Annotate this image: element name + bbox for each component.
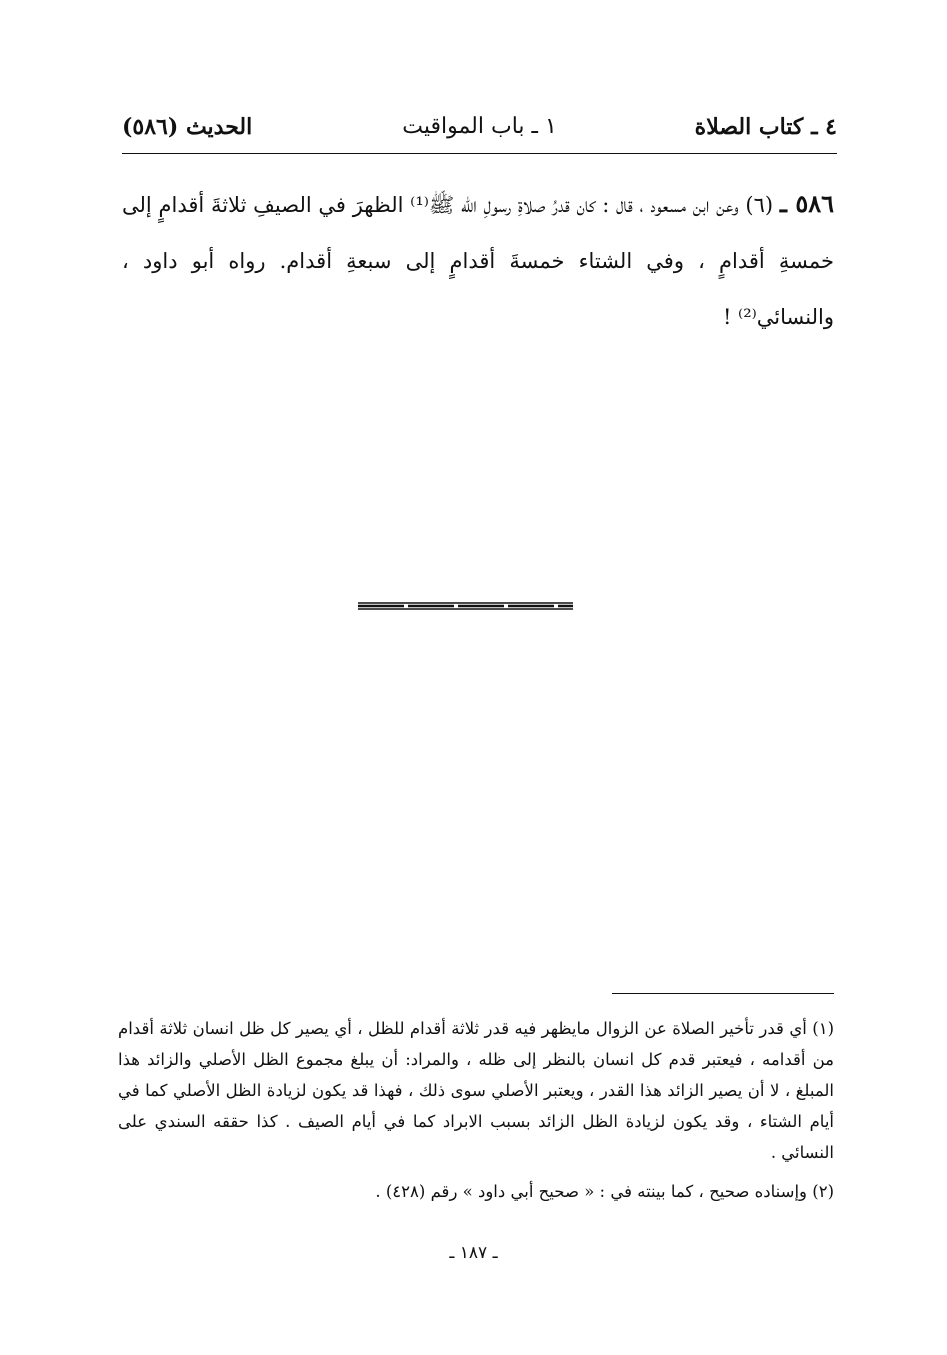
footnote-1: (١) أي قدر تأخير الصلاة عن الزوال مايظهر فيه قدر ثلاثة أقدام للظل ، أي يصير كل ظل انسان ثلاثة أقدام من أقدامه ، فيعتبر قدم كل انسان بالنظر إلى ظله ، والمراد: أن يبلغ مجموع الظل الأصلي والزائد هذا المبلغ ، لا أن يصير الزائد هذا القدر ، ويعتبر الأصلي سوى ذلك ، فهذا قد يكون لزيادة الظل الأصلي كما في أيام الشتاء ، وقد يكون لزيادة الظل الزائد بسبب الابراد كما في أيام الصيف . كذا حققه السندي على النسائي . xyxy=(118,1019,834,1162)
footnote-rule xyxy=(612,993,834,994)
hadith-paragraph xyxy=(122,176,834,345)
running-head xyxy=(122,108,837,152)
section-divider xyxy=(358,600,573,612)
hadith-reference: الحديث (٥٨٦) xyxy=(122,114,253,140)
page-number: ـ ١٨٧ ـ xyxy=(449,1243,498,1263)
chapter-title: ١ ـ باب المواقيت xyxy=(402,114,557,139)
hadith-number: ٥٨٦ ـ xyxy=(779,189,834,218)
hadith-body: (٦) وعن ابن مسعود ، قال : كان قدرُ صلاةِ رسولِ الله ﷺ⁽¹⁾ الظهرَ في الصيفِ ثلاثةَ أقدامٍ إلى خمسةِ أقدامٍ ، وفي الشتاء خمسةَ أقدامٍ إلى سبعةِ أقدام. رواه أبو داود ، والنسائي⁽²⁾ ! xyxy=(122,193,834,329)
book-title: ٤ ـ كتاب الصلاة xyxy=(694,114,837,140)
header-rule xyxy=(122,153,837,154)
footnotes xyxy=(118,1013,834,1215)
footnote-2: (٢) وإسناده صحيح ، كما بينته في : « صحيح أبي داود » رقم (٤٢٨) . xyxy=(375,1182,834,1201)
